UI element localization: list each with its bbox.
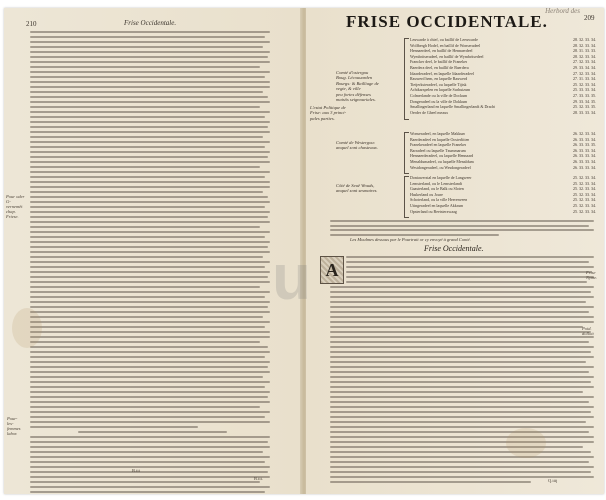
toc-row: Lemsterland, ou le Lemsterlandt 25. 32. 33. 34. xyxy=(410,180,596,186)
book-spread xyxy=(4,8,604,494)
toc-row: Menaldumadeel, ou laquelle Menaldum 26. 33. 33. 34. xyxy=(410,158,596,164)
right-page-title: FRISE OCCIDENTALE. xyxy=(346,12,548,31)
toc-row: Tietjerksteradeel, ou laquelle Tijtsk 25. 32. 33. 34. xyxy=(410,81,596,87)
toc-row: Wolfbergh Hodel, en baillif de Wonseradeel 28. 32. 33. 34. xyxy=(410,42,596,48)
paper-stain xyxy=(506,428,546,458)
toc-bracket-1 xyxy=(404,38,409,120)
toc-row: Utingeradeel en laquelle Akkrum 25. 32. 33. 34. xyxy=(410,202,596,208)
left-page-number: 210 xyxy=(26,20,37,28)
toc-row: Baerdera deel, en baillif de Baerdera 29. 33. 34. 34. xyxy=(410,64,596,70)
toc-row: Wonseradeel, en laquelle Makkum 26. 32. 33. 34. xyxy=(410,131,596,136)
right-body-text xyxy=(330,286,594,486)
toc-row: Hennaerderadeel, ou laquelle Hennaard 26. 33. 33. 34. xyxy=(410,153,596,159)
left-page xyxy=(4,8,302,494)
toc-row: Haskerland ou Joure 25. 32. 33. 34. xyxy=(410,191,596,197)
right-intro-text xyxy=(330,220,594,238)
toc-row: Francker deel, le baillif de Franeker 27. 32. 33. 34. xyxy=(410,59,596,65)
left-signature-right: B.iii. xyxy=(254,476,264,481)
toc-row: Dongeradeel ou la ville de Dokkum 29. 33. 34. 35. xyxy=(410,98,596,104)
toc-bracket-2 xyxy=(404,132,409,174)
toc-group-label-politique: L'estat Politique de Frise: aux 3 princi- pales parties. xyxy=(310,105,347,121)
toc-row: Baerderadeel en laquelle Oosterlitten 26. 33. 33. 34. xyxy=(410,136,596,142)
right-page-number: 209 xyxy=(584,14,595,22)
toc-row: Gaasterland, ou le Balk ou Sloten 25. 32. 33. 34. xyxy=(410,186,596,192)
toc-group-3 xyxy=(410,175,596,214)
toc-row: Opsterland ou Beetsterzwaag 25. 32. 33. 34. xyxy=(410,208,596,214)
toc-row: Smallingerland en laquelle Smallingerlandt & Dracht 25. 32. 33. 35. xyxy=(410,104,596,110)
left-margin-note-lower: Pour- les- femmes labor. xyxy=(7,416,21,436)
decorated-initial: A xyxy=(320,256,344,284)
right-page xyxy=(306,8,604,494)
toc-row: Colmerlande ou la ville de Dockum 27. 33. 33. 35. xyxy=(410,92,596,98)
toc-row: Schoterland, ou la ville Heerenveen 25. 32. 33. 34. xyxy=(410,197,596,203)
map-caption: Les Moulmes dessous par le Pourtrait or cy envoyé à grand Conté. xyxy=(350,237,471,242)
right-signature: Q.iiij xyxy=(548,478,558,483)
right-margin-note: Frise Nyme. xyxy=(586,270,598,280)
toc-row: Barradeel ou laquelle Tzummarum 26. 33. 33. 34. xyxy=(410,147,596,153)
toc-row: Oerder de Gheel meaux 28. 33. 33. 34. xyxy=(410,109,596,115)
toc-row: Hennaerdeel, en baillif de Hennaerdeel 28. 31. 33. 33. xyxy=(410,48,596,54)
toc-bracket-3 xyxy=(404,176,409,218)
handwritten-note: Herbord des xyxy=(545,8,580,15)
toc-group-1 xyxy=(410,37,596,115)
toc-group-label-3: Cōté de Seuē Wouds, anquel sont sesmaires. xyxy=(336,183,378,194)
left-signature: B.iii xyxy=(132,468,140,473)
toc-row: Achtkarspelen en laquelle Surhuizum 25. 33. 33. 34. xyxy=(410,87,596,93)
right-body-text-indented xyxy=(346,256,594,286)
watermark: u xyxy=(272,241,312,313)
left-body-text xyxy=(30,31,270,494)
section-heading: Frise Occidentale. xyxy=(424,244,484,253)
toc-row: Wymbritseradeel, en baillif de Wymbritsedeel 28. 32. 33. 34. xyxy=(410,53,596,59)
toc-row: Westdongeradeel, ou Wesdongeradeel 26. 33. 33. 34. xyxy=(410,164,596,170)
left-running-head: Frise Occidentale. xyxy=(124,19,177,27)
toc-group-label-2: Comté de Westergou: anquel sont chasteaux. xyxy=(336,140,378,151)
toc-row: Franekeradeel en laquelle Franeker 26. 33. 33. 35. xyxy=(410,142,596,148)
toc-group-2 xyxy=(410,131,596,170)
toc-row: Leuwarde à chief, ou baillif de Leeuwarde 28. 32. 33. 34. xyxy=(410,37,596,42)
toc-group-label-1: Comté d'ostergou Boug. Lécouuarden Bourgs: & Bailliage de vegte, & ville peu fortes dēfenses maisōs seignouriales. xyxy=(336,70,379,103)
right-margin-note-lower: Poid. dolloit xyxy=(582,326,594,336)
paper-stain xyxy=(12,308,42,348)
toc-row: Doniawerstal en laquelle de Langweer 25. 32. 33. 34. xyxy=(410,175,596,180)
left-margin-note: Pour oder G- vernemēt chap. Friese. xyxy=(6,194,25,219)
toc-row: Rauwerd hem, en laquelle Rauwerd 27. 31. 33. 34. xyxy=(410,76,596,82)
toc-row: Idaarderadeel, en laquelle Idaarderadeel 27. 32. 33. 34. xyxy=(410,70,596,76)
